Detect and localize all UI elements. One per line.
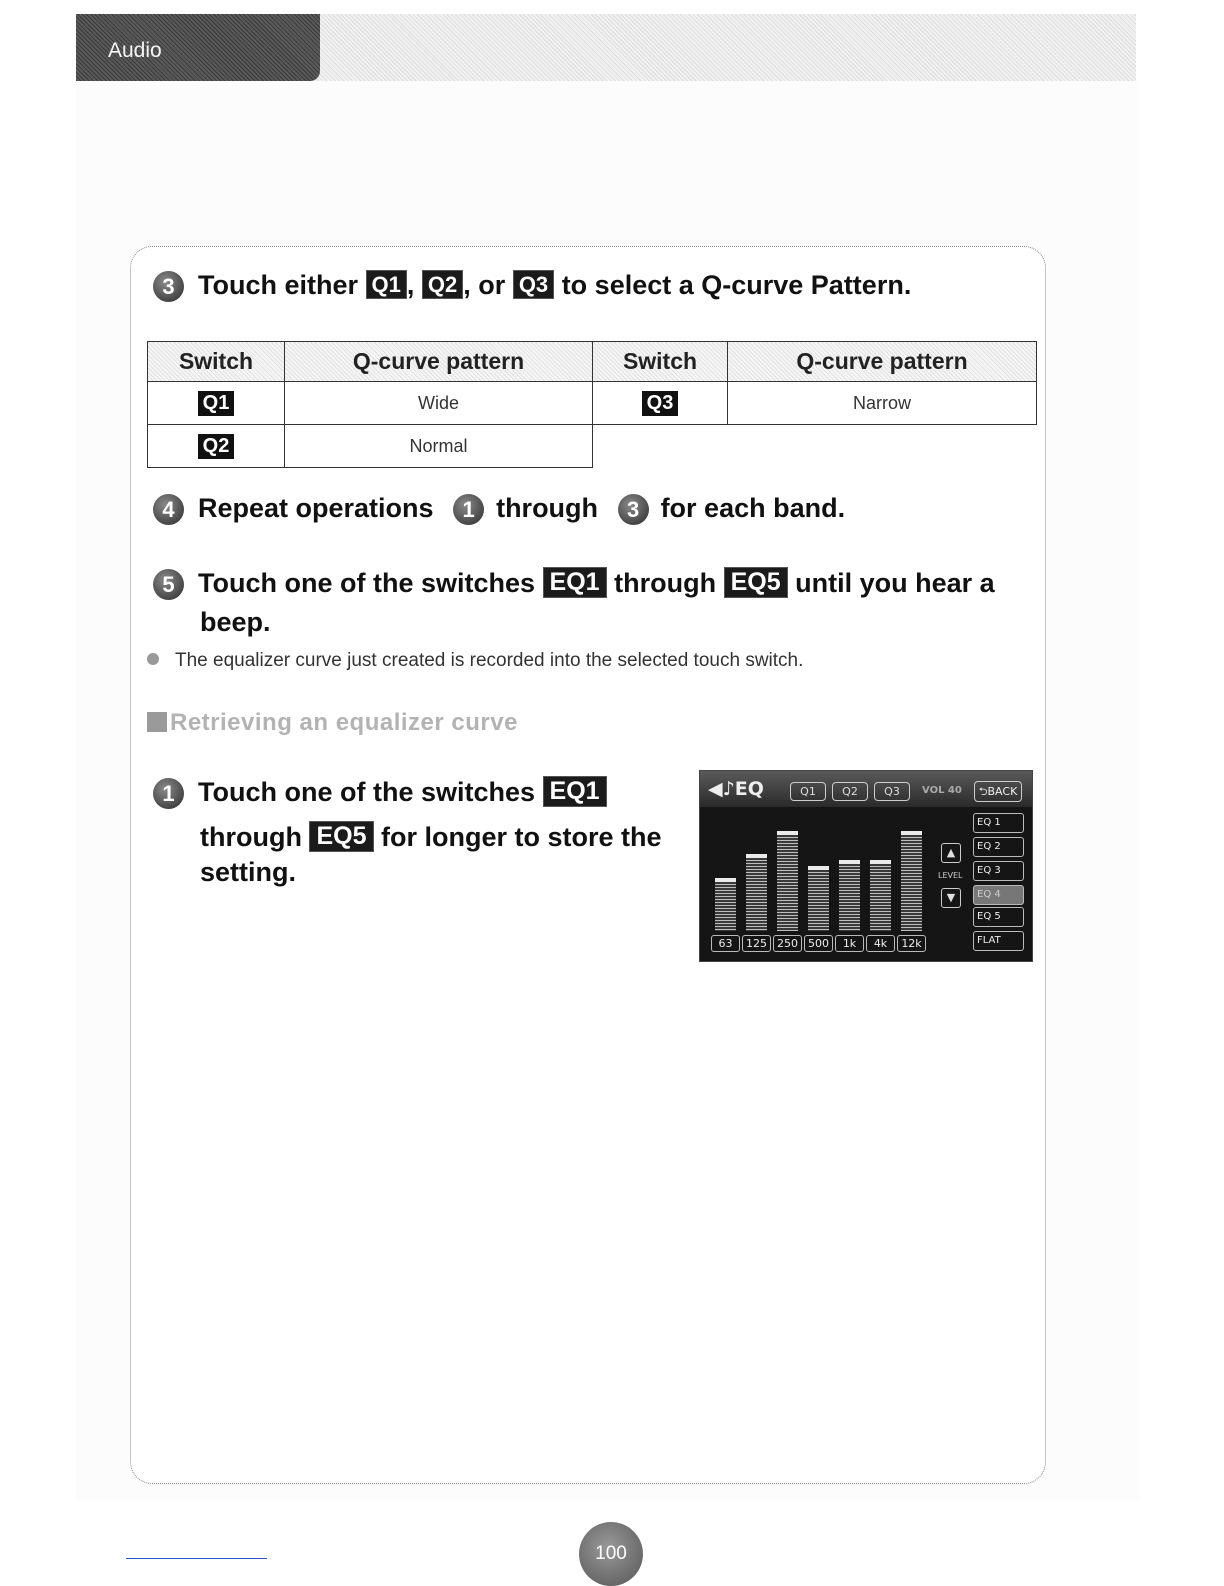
note-text: The equalizer curve just created is recorded into the selected touch switch. (175, 650, 804, 671)
eq-band-bar[interactable] (746, 854, 767, 931)
footer-line (126, 1558, 267, 1559)
square-bullet-icon (147, 712, 167, 732)
step-number-badge: 1 (153, 778, 184, 809)
eq-band-level-marker (839, 860, 860, 864)
step5-text-b: through (614, 568, 717, 598)
step3-heading (153, 270, 911, 302)
step-number-badge: 5 (153, 569, 184, 600)
eq-band-bar[interactable] (777, 831, 798, 931)
retrieve-step1-line3: setting. (200, 857, 297, 887)
note (147, 650, 803, 672)
step-number-badge: 3 (153, 271, 184, 302)
level-label: LEVEL (938, 871, 963, 880)
table-cell: Narrow (728, 382, 1037, 425)
section-title: Audio (108, 39, 162, 62)
eq-volume: VOL 40 (922, 785, 962, 796)
eq5-key: EQ5 (309, 821, 373, 852)
eq5-key: EQ5 (724, 567, 788, 598)
table-header: Q-curve pattern (285, 342, 593, 382)
retrieve-step1-line2 (200, 821, 662, 853)
step4-text-c: for each band. (660, 493, 846, 523)
eq-band-bar[interactable] (839, 860, 860, 931)
table-row (148, 425, 1037, 468)
eq-band-level-marker (715, 878, 736, 882)
eq-freq-button[interactable]: 4k (866, 935, 895, 952)
q-curve-table (147, 341, 1037, 468)
eq-freq-button[interactable]: 1k (835, 935, 864, 952)
table-cell (148, 425, 285, 468)
step-ref-badge: 3 (618, 494, 649, 525)
eq-band-bar[interactable] (715, 878, 736, 931)
bullet-icon (147, 653, 159, 665)
eq-preset-4[interactable]: EQ 4 (973, 885, 1024, 905)
eq-freq-button[interactable]: 250 (773, 935, 802, 952)
eq-band-level-marker (901, 831, 922, 835)
step3-text-a: Touch either (198, 270, 359, 300)
eq1-key: EQ1 (543, 776, 607, 807)
q3-key: Q3 (642, 391, 679, 416)
level-down-button[interactable]: ▼ (941, 888, 961, 908)
table-cell-empty (728, 425, 1037, 468)
q3-key: Q3 (513, 270, 554, 299)
eq-title: ◀♪EQ (708, 778, 764, 800)
eq-q3-button[interactable]: Q3 (874, 782, 910, 801)
eq-preset-3[interactable]: EQ 3 (973, 861, 1024, 881)
step3-sep1: , (406, 270, 415, 300)
step5-heading (153, 567, 995, 600)
eq-preset-5[interactable]: EQ 5 (973, 907, 1024, 927)
step-ref-badge: 1 (453, 494, 484, 525)
eq1-key: EQ1 (543, 567, 607, 598)
level-up-button[interactable]: ▲ (941, 843, 961, 863)
table-cell-empty (593, 425, 728, 468)
table-cell (593, 382, 728, 425)
step5-continuation: beep. (200, 607, 271, 637)
step3-text-b: to select a Q-curve Pattern. (561, 270, 912, 300)
eq-preset-1[interactable]: EQ 1 (973, 813, 1024, 833)
subheading-text: Retrieving an equalizer curve (170, 709, 518, 736)
eq-band-level-marker (746, 854, 767, 858)
eq-band-bar[interactable] (870, 860, 891, 931)
eq-flat-button[interactable]: FLAT (973, 931, 1024, 951)
table-header: Q-curve pattern (728, 342, 1037, 382)
q1-key: Q1 (198, 391, 235, 416)
retrieve-step1-text-c: for longer to store the (381, 822, 662, 852)
eq-freq-button[interactable]: 125 (742, 935, 771, 952)
step3-sep2: , or (463, 270, 506, 300)
eq-q1-button[interactable]: Q1 (790, 782, 826, 801)
page-number: 100 (579, 1522, 643, 1586)
table-cell: Normal (285, 425, 593, 468)
q2-key: Q2 (198, 434, 235, 459)
eq-band-level-marker (777, 831, 798, 835)
table-cell: Wide (285, 382, 593, 425)
eq-freq-button[interactable]: 63 (711, 935, 740, 952)
eq-preset-2[interactable]: EQ 2 (973, 837, 1024, 857)
eq-band-level-marker (870, 860, 891, 864)
eq-freq-button[interactable]: 12k (897, 935, 926, 952)
eq-band-bar[interactable] (808, 866, 829, 931)
eq-back-button[interactable]: ⮌BACK (974, 781, 1022, 802)
table-header-row (148, 342, 1037, 382)
eq-q2-button[interactable]: Q2 (832, 782, 868, 801)
step5-text-c: until you hear a (795, 568, 995, 598)
section-subheading (147, 709, 518, 737)
step4-text-a: Repeat operations (198, 493, 434, 523)
table-cell (148, 382, 285, 425)
eq-freq-button[interactable]: 500 (804, 935, 833, 952)
step4-text-b: through (496, 493, 599, 523)
eq-screen-image (699, 770, 1033, 962)
eq-band-level-marker (808, 866, 829, 870)
table-row (148, 382, 1037, 425)
step4-heading (153, 493, 845, 525)
table-header: Switch (148, 342, 285, 382)
step5-text-a: Touch one of the switches (198, 568, 536, 598)
q1-key: Q1 (366, 270, 407, 299)
retrieve-step1-heading (153, 776, 607, 809)
step-number-badge: 4 (153, 494, 184, 525)
q2-key: Q2 (422, 270, 463, 299)
eq-band-bar[interactable] (901, 831, 922, 931)
table-header: Switch (593, 342, 728, 382)
retrieve-step1-text-b: through (200, 822, 302, 852)
retrieve-step1-text-a: Touch one of the switches (198, 777, 536, 807)
